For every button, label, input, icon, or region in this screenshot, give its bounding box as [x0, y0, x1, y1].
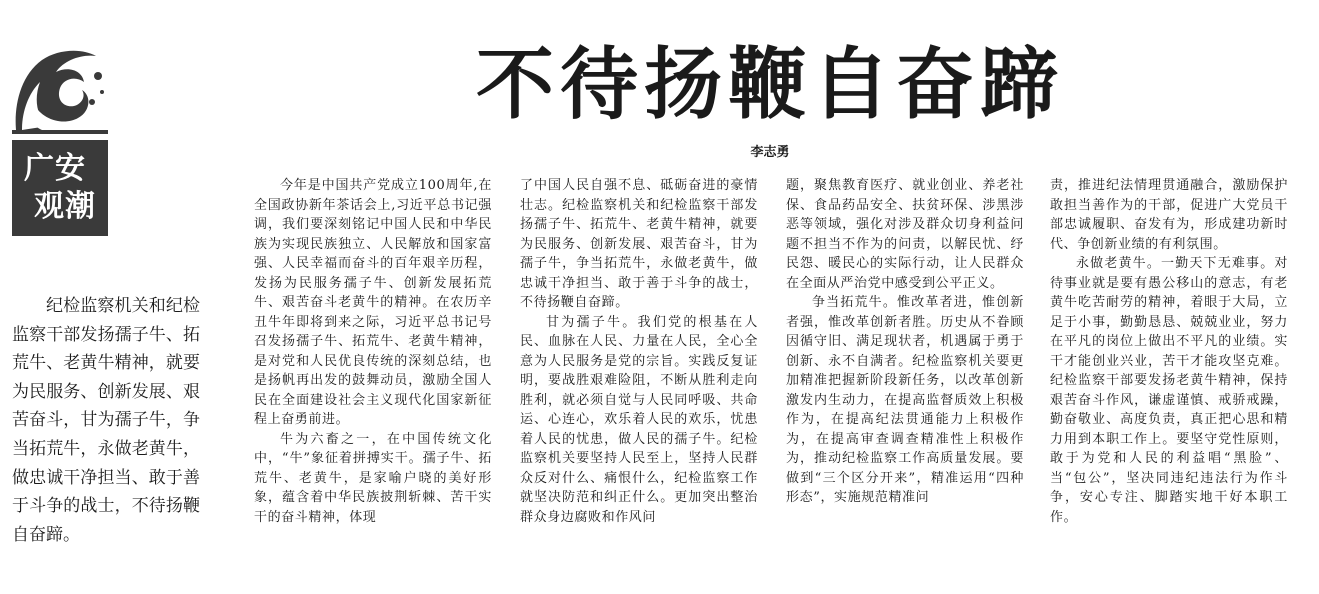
paragraph: 今年是中国共产党成立100周年,在全国政协新年茶话会上,习近平总书记强调，我们要深刻铭记中国人民和中华民族为实现民族独立、人民解放和国家富强、人民幸福而奋斗的百年艰辛历程，发扬为民服务孺子牛、创新发展拓荒牛、艰苦奋斗老黄牛的精神。在农历辛丑牛年即将到来之际，习近平总书记号召发扬孺子牛、拓荒牛、老黄牛精神，是对党和人民优良传统的深刻总结，也是扬帆再出发的鼓舞动员，激励全国人民在全面建设社会主义现代化国家新征程上奋勇前进。	[254, 178, 492, 427]
paragraph: 争当拓荒牛。惟改革者进，惟创新者强，惟改革创新者胜。历史从不眷顾因循守旧、满足现状者，机遇属于勇于创新、永不自满者。纪检监察机关要更加精准把握新阶段新任务，以改革创新激发内生动力，在提高监督质效上积极作为，在提高纪法贯通能力上积极作为，在提高审查调查精准性上积极作为，推动纪检监察工作高质量发展。要做到“三个区分开来”，精准运用“四种形态”，实施规范精准问	[786, 295, 1024, 505]
wave-logo-icon	[12, 46, 108, 134]
author-byline: 李志勇	[750, 145, 790, 160]
paragraph: 牛为六畜之一，在中国传统文化中，“牛”象征着拼搏实干。孺子牛、拓荒牛、老黄牛，是家喻户晓的美好形象，蕴含着中华民族披荆斩棘、苦干实干的奋斗精神，体现	[254, 431, 492, 525]
paragraph: 永做老黄牛。一勤天下无难事。对待事业就是要有愚公移山的意志，有老黄牛吃苦耐劳的精神，着眼于大局，立足于小事，勤勤恳恳、兢兢业业，努力在平凡的岗位上做出不平凡的业绩。实干才能创业兴业，苦干才能攻坚克难。纪检监察干部要发扬老黄牛精神，保持艰苦奋斗作风，谦虚谨慎、戒骄戒躁，勤奋敬业、高度负责，真正把心思和精力用到本职工作上。要坚守党性原则，敢于为党和人民的利益唱“黑脸”、当“包公”，坚决同违纪违法行为作斗争，安心专注、脚踏实地干好本职工作。	[1050, 256, 1288, 525]
summary-block	[12, 292, 200, 549]
headline: 不待扬鞭自奋蹄	[475, 39, 1064, 130]
paragraph: 甘为孺子牛。我们党的根基在人民、血脉在人民、力量在人民，全心全意为人民服务是党的宗旨。实践反复证明，要战胜艰难险阻，不断从胜利走向胜利，就必须自觉与人民同呼吸、共命运、心连心，欢乐着人民的欢乐，忧患着人民的忧患，做人民的孺子牛。纪检监察机关要坚持人民至上，坚持人民群众反对什么、痛恨什么，纪检监察工作就坚决防范和纠正什么。更加突出整治群众身边腐败和作风问	[520, 314, 758, 525]
column-tag	[12, 140, 108, 236]
column-tag-line2: 观潮	[34, 189, 96, 224]
article-column-4	[1050, 176, 1288, 586]
article-column-3	[786, 176, 1024, 586]
paragraph: 题，聚焦教育医疗、就业创业、养老社保、食品药品安全、扶贫环保、涉黑涉恶等领域，强化对涉及群众切身利益问题不担当不作为的问责，以解民忧、纾民怨、暖民心的实际行动，让人民群众在全面从严治党中感受到公平正义。	[786, 178, 1024, 291]
paragraph: 了中国人民自强不息、砥砺奋进的豪情壮志。纪检监察机关和纪检监察干部发扬孺子牛、拓荒牛、老黄牛精神，就要为民服务、创新发展、艰苦奋斗，甘为孺子牛，争当拓荒牛，永做老黄牛，做忠诚干净担当、敢于善于斗争的战士，不待扬鞭自奋蹄。	[520, 178, 758, 310]
article-column-1	[254, 176, 492, 586]
column-tag-line1: 广安	[24, 151, 86, 186]
summary-text: 纪检监察机关和纪检监察干部发扬孺子牛、拓荒牛、老黄牛精神，就要为民服务、创新发展、艰苦奋斗，甘为孺子牛，争当拓荒牛，永做老黄牛，做忠诚干净担当、敢于善于斗争的战士，不待扬鞭自奋蹄。	[12, 296, 200, 545]
article-column-2	[520, 176, 758, 586]
paragraph: 责，推进纪法情理贯通融合，激励保护敢担当善作为的干部，促进广大党员干部忠诚履职、奋发有为，形成建功新时代、争创新业绩的有利氛围。	[1050, 178, 1288, 252]
